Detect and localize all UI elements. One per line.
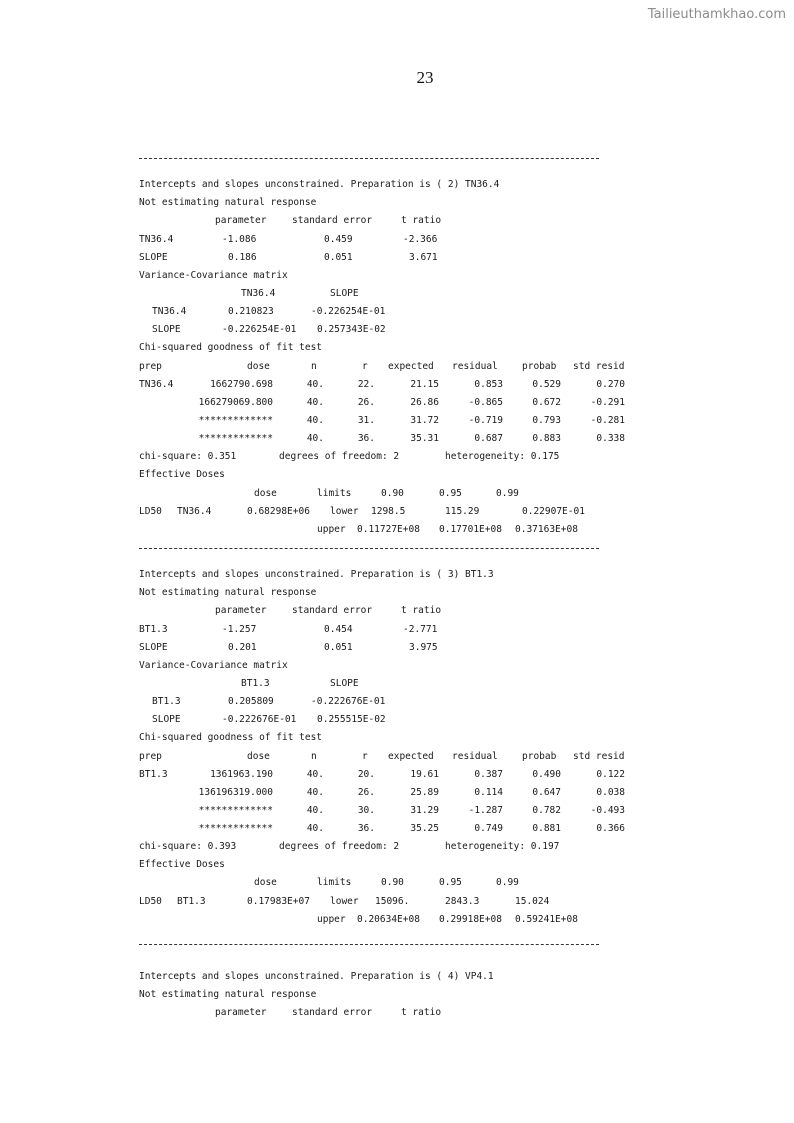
param-col-header: parameter — [215, 605, 267, 617]
fit-r: 26. — [357, 396, 375, 408]
ed-col-header: 0.95 — [439, 877, 462, 889]
param-header — [139, 212, 779, 230]
varcov-col-header: BT1.3 — [241, 677, 270, 689]
ld50-dose: 0.68298E+06 — [247, 505, 310, 517]
lower-limit: 115.29 — [445, 505, 480, 517]
ld50-label: LD50 — [139, 895, 162, 907]
fit-col-header: probab — [522, 750, 557, 762]
fit-r: 30. — [357, 804, 375, 816]
heterogeneity: heterogeneity: 0.175 — [445, 451, 560, 463]
varcov-title: Variance-Covariance matrix — [139, 269, 288, 281]
fit-expected: 35.31 — [410, 433, 439, 445]
varcov-cell: 0.255515E-02 — [317, 714, 386, 726]
param-header — [139, 602, 779, 620]
param-name: SLOPE — [139, 251, 168, 263]
se-col-header: standard error — [292, 215, 373, 227]
fit-col-header: std resid — [573, 750, 625, 762]
fit-dose: ************* — [198, 433, 273, 445]
lower-limit: 15096. — [375, 895, 410, 907]
fit-expected: 19.61 — [410, 768, 439, 780]
fit-residual: 0.687 — [474, 433, 503, 445]
fit-probab: 0.782 — [532, 804, 561, 816]
fit-col-header: probab — [522, 360, 557, 372]
fit-col-header: r — [362, 360, 368, 372]
fit-expected: 31.72 — [410, 414, 439, 426]
ld50-dose: 0.17983E+07 — [247, 895, 310, 907]
fit-residual: -1.287 — [468, 804, 503, 816]
effective-doses-title: Effective Doses — [139, 859, 225, 871]
t-col-header: t ratio — [401, 1007, 442, 1019]
fit-col-header: prep — [139, 750, 162, 762]
varcov-row — [139, 321, 779, 339]
fit-col-header: std resid — [573, 360, 625, 372]
fit-residual: 0.749 — [474, 823, 503, 835]
fit-std-resid: 0.038 — [596, 786, 625, 798]
se-col-header: standard error — [292, 605, 373, 617]
upper-limit: 0.29918E+08 — [439, 913, 502, 925]
upper-limit: 0.20634E+08 — [357, 913, 420, 925]
ed-col-header: dose — [254, 877, 277, 889]
varcov-row — [139, 693, 779, 711]
fit-r: 22. — [357, 378, 375, 390]
param-row — [139, 639, 779, 657]
fit-std-resid: -0.493 — [590, 804, 625, 816]
ed-col-header: limits — [317, 487, 352, 499]
fit-col-header: prep — [139, 360, 162, 372]
chi-title: Chi-squared goodness of fit test — [139, 342, 323, 354]
param-col-header: parameter — [215, 1007, 267, 1019]
fit-residual: -0.865 — [468, 396, 503, 408]
fit-col-header: expected — [388, 750, 434, 762]
upper-limit: 0.37163E+08 — [515, 523, 578, 535]
effective-doses-title: Effective Doses — [139, 469, 225, 481]
fit-n: 40. — [306, 786, 324, 798]
chi-summary — [139, 448, 779, 466]
fit-probab: 0.672 — [532, 396, 561, 408]
fit-std-resid: -0.281 — [590, 414, 625, 426]
ed-col-header: 0.99 — [496, 487, 519, 499]
fit-residual: 0.387 — [474, 768, 503, 780]
fit-n: 40. — [306, 414, 324, 426]
fit-probab: 0.881 — [532, 823, 561, 835]
param-header — [139, 1004, 779, 1022]
fit-probab: 0.490 — [532, 768, 561, 780]
ed-col-header: limits — [317, 877, 352, 889]
separator-line — [139, 944, 779, 968]
ed-col-header: 0.95 — [439, 487, 462, 499]
intercepts-line: Intercepts and slopes unconstrained. Preparation is ( 3) BT1.3 — [139, 569, 494, 581]
fit-row — [139, 784, 779, 802]
fit-expected: 35.25 — [410, 823, 439, 835]
not-estimating-line: Not estimating natural response — [139, 989, 317, 1001]
degrees-of-freedom: degrees of freedom: 2 — [279, 841, 400, 853]
se-col-header: standard error — [292, 1007, 373, 1019]
fit-dose: ************* — [198, 823, 273, 835]
ld50-upper-row — [139, 521, 779, 539]
fit-std-resid: 0.122 — [596, 768, 625, 780]
varcov-row — [139, 303, 779, 321]
varcov-row-label: BT1.3 — [152, 696, 181, 708]
fit-r: 26. — [357, 786, 375, 798]
fit-row — [139, 430, 779, 448]
chi-summary — [139, 838, 779, 856]
ed-col-header: 0.90 — [381, 877, 404, 889]
fit-col-header: residual — [452, 750, 498, 762]
lower-limit: 0.22907E-01 — [522, 505, 585, 517]
fit-row — [139, 820, 779, 838]
probit-output — [139, 149, 779, 1022]
fit-residual: 0.114 — [474, 786, 503, 798]
fit-probab: 0.529 — [532, 378, 561, 390]
fit-residual: -0.719 — [468, 414, 503, 426]
intercepts-line: Intercepts and slopes unconstrained. Preparation is ( 4) VP4.1 — [139, 970, 494, 982]
varcov-cell: -0.226254E-01 — [311, 306, 386, 318]
upper-label: upper — [317, 523, 346, 535]
param-se: 0.051 — [324, 641, 353, 653]
param-name: SLOPE — [139, 641, 168, 653]
ld50-lower-row — [139, 503, 779, 521]
fit-std-resid: 0.338 — [596, 433, 625, 445]
fit-col-header: dose — [247, 360, 270, 372]
fit-n: 40. — [306, 804, 324, 816]
fit-n: 40. — [306, 378, 324, 390]
fit-n: 40. — [306, 768, 324, 780]
ed-col-header: 0.90 — [381, 487, 404, 499]
fit-prep: TN36.4 — [139, 378, 174, 390]
param-se: 0.459 — [324, 233, 353, 245]
param-value: 0.201 — [228, 641, 257, 653]
ld50-lower-row — [139, 893, 779, 911]
ed-col-header: dose — [254, 487, 277, 499]
ld50-prep: BT1.3 — [177, 895, 206, 907]
fit-dose: 1662790.698 — [210, 378, 273, 390]
fit-dose: ************* — [198, 804, 273, 816]
param-se: 0.454 — [324, 623, 353, 635]
varcov-cell: 0.205809 — [228, 696, 274, 708]
param-value: -1.086 — [222, 233, 257, 245]
upper-label: upper — [317, 913, 346, 925]
param-t: 3.975 — [409, 641, 438, 653]
varcov-col-header: SLOPE — [330, 677, 359, 689]
ld50-upper-row — [139, 911, 779, 929]
param-row — [139, 231, 779, 249]
upper-limit: 0.11727E+08 — [357, 523, 420, 535]
fit-col-header: r — [362, 750, 368, 762]
intercepts-line: Intercepts and slopes unconstrained. Preparation is ( 2) TN36.4 — [139, 179, 500, 191]
fit-dose: 136196319.000 — [198, 786, 273, 798]
param-row — [139, 621, 779, 639]
chi-title: Chi-squared goodness of fit test — [139, 732, 323, 744]
separator-line — [139, 548, 779, 566]
chi-square-value: chi-square: 0.351 — [139, 451, 237, 463]
degrees-of-freedom: degrees of freedom: 2 — [279, 451, 400, 463]
ed-header — [139, 485, 779, 503]
varcov-title: Variance-Covariance matrix — [139, 659, 288, 671]
ed-header — [139, 874, 779, 892]
fit-col-header: n — [311, 750, 317, 762]
param-value: 0.186 — [228, 251, 257, 263]
param-name: BT1.3 — [139, 623, 168, 635]
fit-expected: 25.89 — [410, 786, 439, 798]
ld50-prep: TN36.4 — [177, 505, 212, 517]
param-row — [139, 249, 779, 267]
fit-r: 31. — [357, 414, 375, 426]
lower-label: lower — [330, 505, 359, 517]
varcov-cell: -0.226254E-01 — [222, 324, 297, 336]
fit-probab: 0.647 — [532, 786, 561, 798]
chi-square-value: chi-square: 0.393 — [139, 841, 237, 853]
ed-col-header: 0.99 — [496, 877, 519, 889]
param-se: 0.051 — [324, 251, 353, 263]
fit-n: 40. — [306, 433, 324, 445]
fit-std-resid: -0.291 — [590, 396, 625, 408]
varcov-header — [139, 675, 779, 693]
varcov-cell: -0.222676E-01 — [311, 696, 386, 708]
t-col-header: t ratio — [401, 605, 442, 617]
fit-r: 36. — [357, 433, 375, 445]
watermark: Tailieuthamkhao.com — [647, 7, 786, 22]
fit-std-resid: 0.270 — [596, 378, 625, 390]
fit-r: 20. — [357, 768, 375, 780]
fit-row — [139, 394, 779, 412]
varcov-row-label: SLOPE — [152, 714, 181, 726]
upper-limit: 0.59241E+08 — [515, 913, 578, 925]
fit-col-header: expected — [388, 360, 434, 372]
fit-expected: 31.29 — [410, 804, 439, 816]
lower-limit: 15.024 — [515, 895, 550, 907]
param-t: 3.671 — [409, 251, 438, 263]
fit-prep: BT1.3 — [139, 768, 168, 780]
fit-row — [139, 766, 779, 784]
fit-expected: 26.86 — [410, 396, 439, 408]
page-number: 23 — [416, 68, 434, 87]
separator-line — [139, 158, 779, 176]
param-value: -1.257 — [222, 623, 257, 635]
heterogeneity: heterogeneity: 0.197 — [445, 841, 560, 853]
not-estimating-line: Not estimating natural response — [139, 587, 317, 599]
fit-col-header: dose — [247, 750, 270, 762]
varcov-row — [139, 711, 779, 729]
varcov-row-label: TN36.4 — [152, 306, 187, 318]
varcov-cell: 0.210823 — [228, 306, 274, 318]
param-t: -2.771 — [403, 623, 438, 635]
fit-dose: ************* — [198, 414, 273, 426]
lower-limit: 1298.5 — [371, 505, 406, 517]
fit-header — [139, 748, 779, 766]
fit-row — [139, 376, 779, 394]
param-t: -2.366 — [403, 233, 438, 245]
not-estimating-line: Not estimating natural response — [139, 197, 317, 209]
varcov-header — [139, 285, 779, 303]
fit-header — [139, 358, 779, 376]
fit-dose: 166279069.800 — [198, 396, 273, 408]
ld50-label: LD50 — [139, 505, 162, 517]
fit-n: 40. — [306, 396, 324, 408]
lower-limit: 2843.3 — [445, 895, 480, 907]
fit-col-header: n — [311, 360, 317, 372]
fit-dose: 1361963.190 — [210, 768, 273, 780]
t-col-header: t ratio — [401, 215, 442, 227]
upper-limit: 0.17701E+08 — [439, 523, 502, 535]
lower-label: lower — [330, 895, 359, 907]
param-name: TN36.4 — [139, 233, 174, 245]
fit-col-header: residual — [452, 360, 498, 372]
fit-row — [139, 412, 779, 430]
fit-row — [139, 802, 779, 820]
fit-n: 40. — [306, 823, 324, 835]
fit-probab: 0.883 — [532, 433, 561, 445]
varcov-cell: -0.222676E-01 — [222, 714, 297, 726]
fit-r: 36. — [357, 823, 375, 835]
varcov-col-header: SLOPE — [330, 287, 359, 299]
fit-residual: 0.853 — [474, 378, 503, 390]
varcov-cell: 0.257343E-02 — [317, 324, 386, 336]
param-col-header: parameter — [215, 215, 267, 227]
fit-probab: 0.793 — [532, 414, 561, 426]
fit-expected: 21.15 — [410, 378, 439, 390]
varcov-col-header: TN36.4 — [241, 287, 276, 299]
fit-std-resid: 0.366 — [596, 823, 625, 835]
varcov-row-label: SLOPE — [152, 324, 181, 336]
